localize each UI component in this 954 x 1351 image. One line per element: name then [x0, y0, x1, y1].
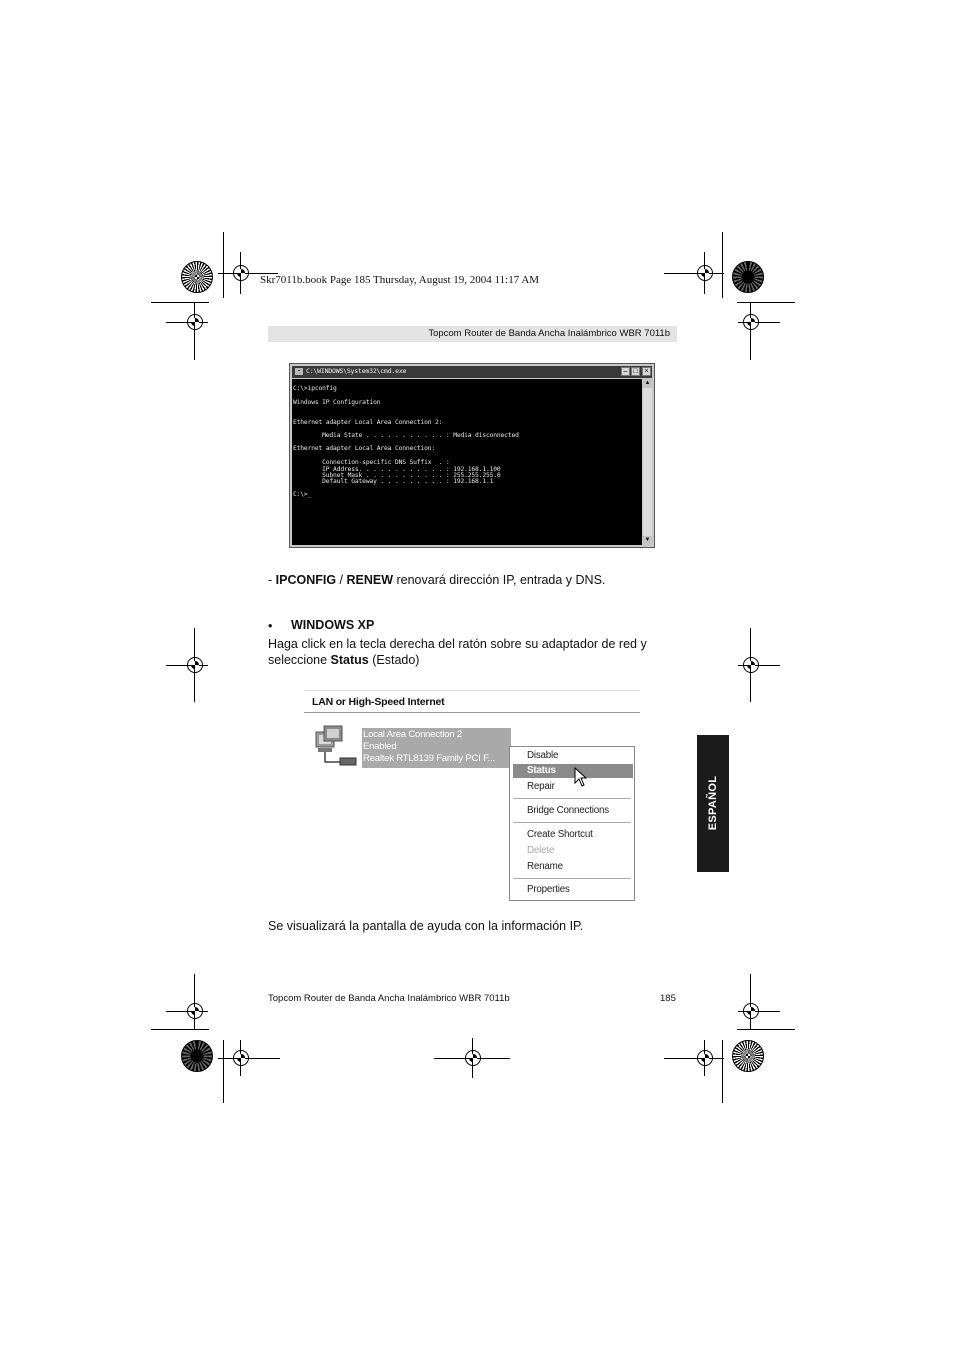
- console-line: Media State . . . . . . . . . . . : Media disconnected: [293, 432, 519, 439]
- running-header-text: Topcom Router de Banda Ancha Inalámbrico WBR 7011b: [428, 328, 670, 339]
- menu-item-rename[interactable]: Rename: [527, 861, 563, 872]
- console-line: Default Gateway . . . . . . . . . : 192.168.1.1: [293, 478, 494, 485]
- maximize-icon[interactable]: □: [631, 367, 640, 376]
- running-header: [268, 326, 677, 342]
- star-target-icon: [181, 1040, 213, 1072]
- registration-mark-icon: [743, 314, 759, 330]
- menu-separator: [513, 822, 631, 823]
- language-tab-label: ESPAÑOL: [707, 775, 719, 831]
- registration-mark-icon: [743, 1003, 759, 1019]
- status-term: Status: [330, 653, 369, 667]
- menu-item-create-shortcut[interactable]: Create Shortcut: [527, 829, 593, 840]
- console-line: IP Address. . . . . . . . . . . . : 192.168.1.100: [293, 466, 501, 473]
- registration-mark-icon: [233, 1050, 249, 1066]
- ipconfig-command: IPCONFIG: [275, 573, 337, 587]
- console-line: Windows IP Configuration: [293, 399, 381, 406]
- menu-item-delete: Delete: [527, 845, 555, 856]
- menu-item-properties[interactable]: Properties: [527, 884, 570, 895]
- separator: /: [336, 573, 347, 587]
- group-title: LAN or High-Speed Internet: [312, 696, 445, 708]
- instruction-line-2: [268, 653, 419, 667]
- star-target-icon: [181, 261, 213, 293]
- console-scrollbar[interactable]: [643, 379, 652, 545]
- renew-command: RENEW: [346, 573, 394, 587]
- network-connection-icon[interactable]: [312, 724, 362, 770]
- console-window: [289, 363, 655, 548]
- registration-mark-icon: [233, 265, 249, 281]
- mouse-cursor-icon: [574, 767, 588, 789]
- console-line: Connection-specific DNS Suffix . :: [293, 459, 450, 466]
- bullet: •: [268, 619, 273, 633]
- star-target-icon: [732, 1040, 764, 1072]
- console-title-bar: [292, 366, 652, 378]
- help-screen-paragraph: Se visualizará la pantalla de ayuda con la información IP.: [268, 919, 584, 933]
- instruction-text: seleccione: [268, 653, 331, 667]
- section-heading: WINDOWS XP: [291, 618, 375, 632]
- registration-mark-icon: [187, 1003, 203, 1019]
- registration-mark-icon: [697, 1050, 713, 1066]
- group-divider: [304, 712, 640, 713]
- menu-item-bridge-connections[interactable]: Bridge Connections: [527, 805, 609, 816]
- connection-status: Enabled: [363, 741, 397, 752]
- status-translation: (Estado): [368, 653, 420, 667]
- minimize-icon[interactable]: –: [621, 367, 630, 376]
- connection-name[interactable]: Local Area Connection 2: [363, 729, 462, 740]
- console-line: Subnet Mask . . . . . . . . . . . : 255.255.255.0: [293, 472, 501, 479]
- console-app-icon: ▪: [295, 368, 303, 375]
- ipconfig-description: renovará dirección IP, entrada y DNS.: [393, 573, 606, 587]
- registration-mark-icon: [465, 1050, 481, 1066]
- console-line: C:\>ipconfig: [293, 385, 337, 392]
- close-icon[interactable]: ×: [642, 367, 651, 376]
- console-title: C:\WINDOWS\System32\cmd.exe: [306, 367, 407, 375]
- console-output: [292, 379, 642, 545]
- console-line: C:\>_: [293, 491, 312, 498]
- ipconfig-paragraph: [268, 573, 605, 587]
- registration-mark-icon: [697, 265, 713, 281]
- menu-item-disable[interactable]: Disable: [527, 750, 559, 761]
- scroll-up-icon[interactable]: ▲: [644, 380, 651, 386]
- top-rule: [304, 690, 640, 691]
- registration-mark-icon: [743, 657, 759, 673]
- connection-device: Realtek RTL8139 Family PCI F...: [363, 753, 495, 764]
- scroll-down-icon[interactable]: ▼: [644, 537, 651, 543]
- menu-separator: [513, 798, 631, 799]
- console-line: Ethernet adapter Local Area Connection 2:: [293, 419, 443, 426]
- instruction-line-1: Haga click en la tecla derecha del ratón sobre su adaptador de red y: [268, 637, 647, 651]
- page-number: 185: [660, 993, 676, 1004]
- context-menu: [509, 746, 635, 901]
- menu-item-status[interactable]: Status: [527, 765, 556, 776]
- registration-mark-icon: [187, 314, 203, 330]
- language-tab: [697, 735, 729, 872]
- book-imprint: Skr7011b.book Page 185 Thursday, August 19, 2004 11:17 AM: [260, 274, 540, 286]
- menu-item-repair[interactable]: Repair: [527, 781, 555, 792]
- console-line: Ethernet adapter Local Area Connection:: [293, 445, 436, 452]
- network-connections-screenshot: [304, 690, 640, 910]
- registration-mark-icon: [187, 657, 203, 673]
- star-target-icon: [732, 261, 764, 293]
- footer-title: Topcom Router de Banda Ancha Inalámbrico WBR 7011b: [268, 993, 510, 1004]
- dash: -: [268, 573, 276, 587]
- menu-separator: [513, 878, 631, 879]
